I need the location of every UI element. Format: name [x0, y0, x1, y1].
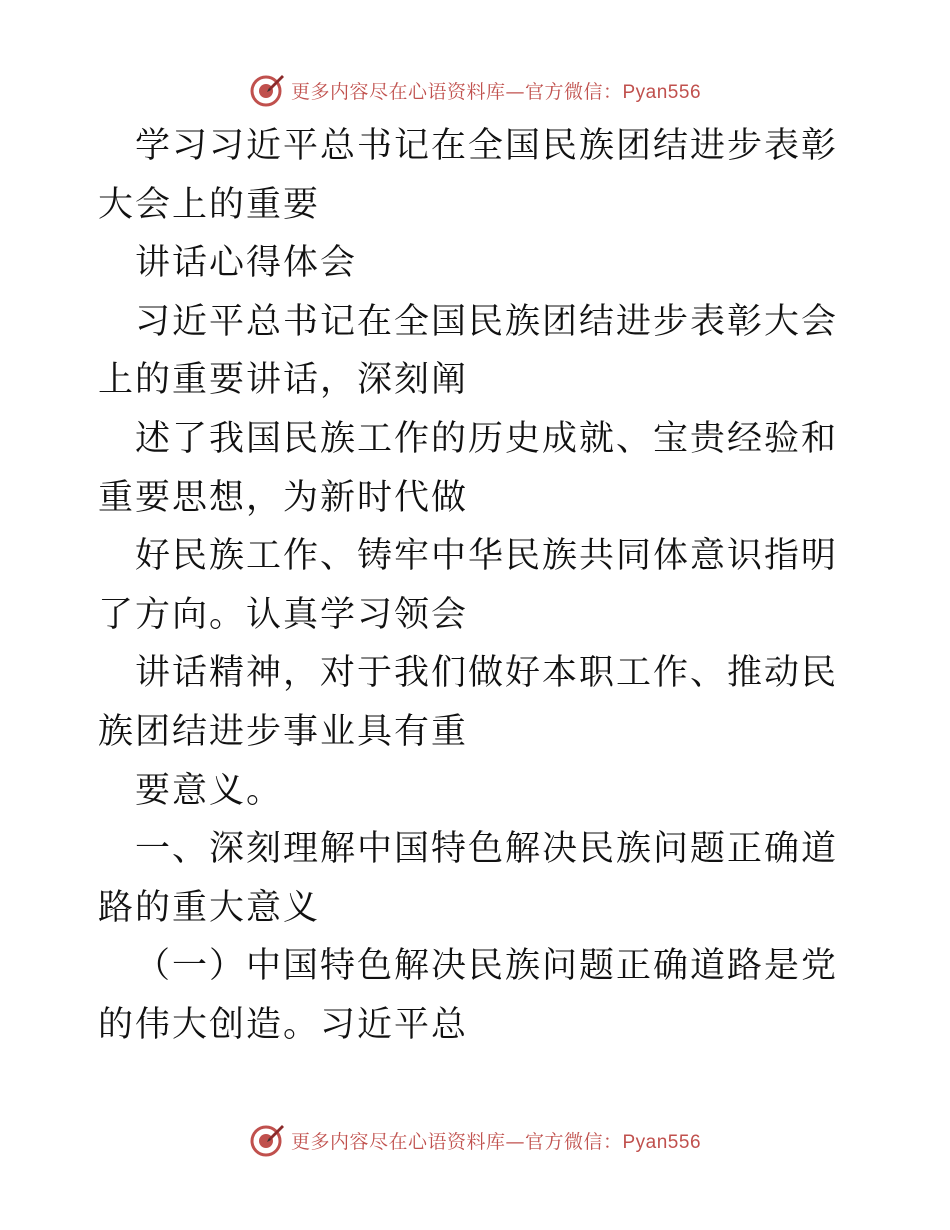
watermark-account: Pyan556 [622, 81, 702, 103]
paragraph: 习近平总书记在全国民族团结进步表彰大会上的重要讲话，深刻阐 [98, 301, 839, 401]
document-title-line-1: 学习习近平总书记在全国民族团结进步表彰大会上的重要 [98, 126, 839, 225]
watermark-label: 更多内容尽在心语资料库—官方微信： [290, 1130, 623, 1153]
pen-seal-icon [249, 1122, 285, 1158]
pen-seal-icon [249, 72, 285, 108]
header-watermark [0, 70, 950, 110]
paragraph: 好民族工作、铸牢中华民族共同体意识指明了方向。认真学习领会 [98, 536, 839, 635]
paragraph: 要意义。 [135, 770, 284, 811]
subsection-paragraph: （一）中国特色解决民族问题正确道路是党的伟大创造。习近平总 [98, 946, 839, 1045]
watermark-account: Pyan556 [622, 1131, 702, 1153]
paragraph: 讲话精神，对于我们做好本职工作、推动民族团结进步事业具有重 [98, 653, 839, 752]
watermark-text [291, 1127, 701, 1154]
document-body [98, 117, 858, 1055]
document-title-line-2: 讲话心得体会 [135, 243, 358, 284]
section-heading: 一、深刻理解中国特色解决民族问题正确道路的重大意义 [98, 829, 839, 928]
paragraph: 述了我国民族工作的历史成就、宝贵经验和重要思想，为新时代做 [98, 418, 839, 518]
footer-watermark [0, 1120, 950, 1160]
watermark-label: 更多内容尽在心语资料库—官方微信： [290, 80, 623, 103]
watermark-text [291, 77, 701, 104]
